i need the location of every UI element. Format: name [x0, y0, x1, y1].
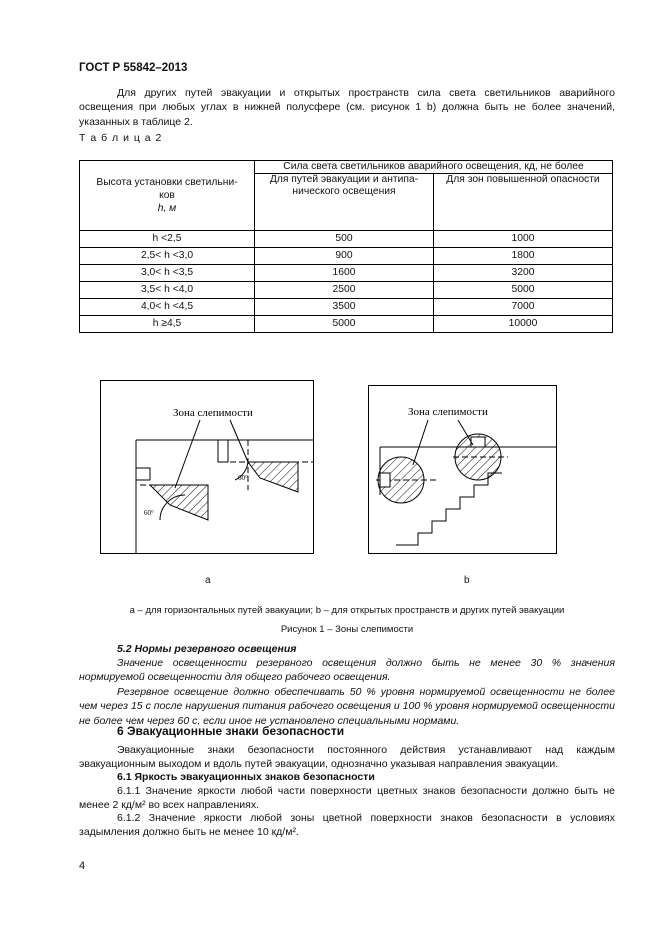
cell-evac: 2500 — [255, 282, 434, 299]
figure-a-label: a — [205, 575, 211, 586]
figure-b-diagram — [368, 385, 558, 555]
cell-evac: 900 — [255, 248, 434, 265]
intro-paragraph: Для других путей эвакуации и открытых пространств сила света светильников аварийного освещения при любых углах в нижней полусфере (см. рисунок 1 b) должна быть не более значений, указанных в таблице 2. — [79, 87, 615, 128]
section-5-2-p1: Значение освещенности резервного освещения должно быть не менее 30 % значения нормируемой освещенности для общего рабочего освещения. — [79, 657, 615, 684]
zone-label-b: Зона слепимости — [408, 406, 488, 418]
cell-height: 4,0< h <4,5 — [80, 299, 255, 316]
section-6-1-1: 6.1.1 Значение яркости любой части поверхности цветных знаков безопасности должно быть не менее 2 кд/м² во всех направлениях. — [79, 785, 615, 812]
figure-legend: a – для горизонтальных путей эвакуации; b – для открытых пространств и других путей эвакуации — [129, 605, 565, 616]
table-row — [80, 248, 613, 265]
cell-danger: 1800 — [434, 248, 613, 265]
table-row — [80, 299, 613, 316]
figure-a-diagram — [100, 380, 315, 555]
group-header: Сила света светильников аварийного освещения, кд, не более — [255, 161, 613, 174]
cell-danger: 1000 — [434, 231, 613, 248]
table-row — [80, 265, 613, 282]
angle-label-a1: 60° — [238, 474, 248, 482]
cell-danger: 3200 — [434, 265, 613, 282]
cell-height: 3,5< h <4,0 — [80, 282, 255, 299]
page-number: 4 — [79, 860, 86, 872]
cell-evac: 1600 — [255, 265, 434, 282]
figure-b-label: b — [464, 575, 470, 586]
section-6-title: 6 Эвакуационные знаки безопасности — [117, 724, 345, 738]
cell-height: h ≥4,5 — [80, 316, 255, 333]
col-height-header-l3: h, м — [157, 203, 177, 214]
section-6-1-2: 6.1.2 Значение яркости любой зоны цветной поверхности знаков безопасности в условиях задымления должно быть не менее 10 кд/м². — [79, 812, 615, 839]
table-row — [80, 282, 613, 299]
zone-label-a: Зона слепимости — [173, 407, 253, 419]
cell-height: 2,5< h <3,0 — [80, 248, 255, 265]
cell-height: h <2,5 — [80, 231, 255, 248]
cell-evac: 5000 — [255, 316, 434, 333]
cell-danger: 5000 — [434, 282, 613, 299]
cell-danger: 7000 — [434, 299, 613, 316]
table-row — [80, 231, 613, 248]
col-height-header-l2: ков — [159, 190, 175, 201]
section-6-p1: Эвакуационные знаки безопасности постоянного действия устанавливают над каждым эвакуационным выходом и вдоль путей эвакуации, однозначно указывая направления эвакуации. — [79, 744, 615, 771]
table-row — [80, 316, 613, 333]
figure-caption: Рисунок 1 – Зоны слепимости — [280, 624, 414, 635]
section-5-2-title: 5.2 Нормы резервного освещения — [117, 643, 297, 655]
document-header: ГОСТ Р 55842–2013 — [79, 62, 188, 74]
angle-label-a2: 60° — [144, 509, 154, 517]
col-evac-header-l2: нического освещения — [292, 186, 396, 197]
cell-height: 3,0< h <3,5 — [80, 265, 255, 282]
col-danger-header: Для зон повышенной опасности — [434, 174, 613, 231]
table-caption: Т а б л и ц а 2 — [79, 132, 163, 144]
col-height-header — [80, 161, 255, 231]
cell-evac: 3500 — [255, 299, 434, 316]
col-evac-header — [255, 174, 434, 231]
col-height-header-l1: Высота установки светильни- — [96, 177, 238, 188]
section-6-1-title: 6.1 Яркость эвакуационных знаков безопасности — [117, 771, 375, 783]
cell-evac: 500 — [255, 231, 434, 248]
section-5-2-p2: Резервное освещение должно обеспечивать 50 % уровня нормируемой освещенности не более чем через 15 с после нарушения питания рабочего освещения и 100 % уровня нормируемой освещенности не более чем через 60 с, если иное не установлено специальными нормами. — [79, 686, 615, 727]
col-evac-header-l1: Для путей эвакуации и антипа- — [269, 174, 419, 185]
cell-danger: 10000 — [434, 316, 613, 333]
illuminance-table — [79, 160, 613, 333]
